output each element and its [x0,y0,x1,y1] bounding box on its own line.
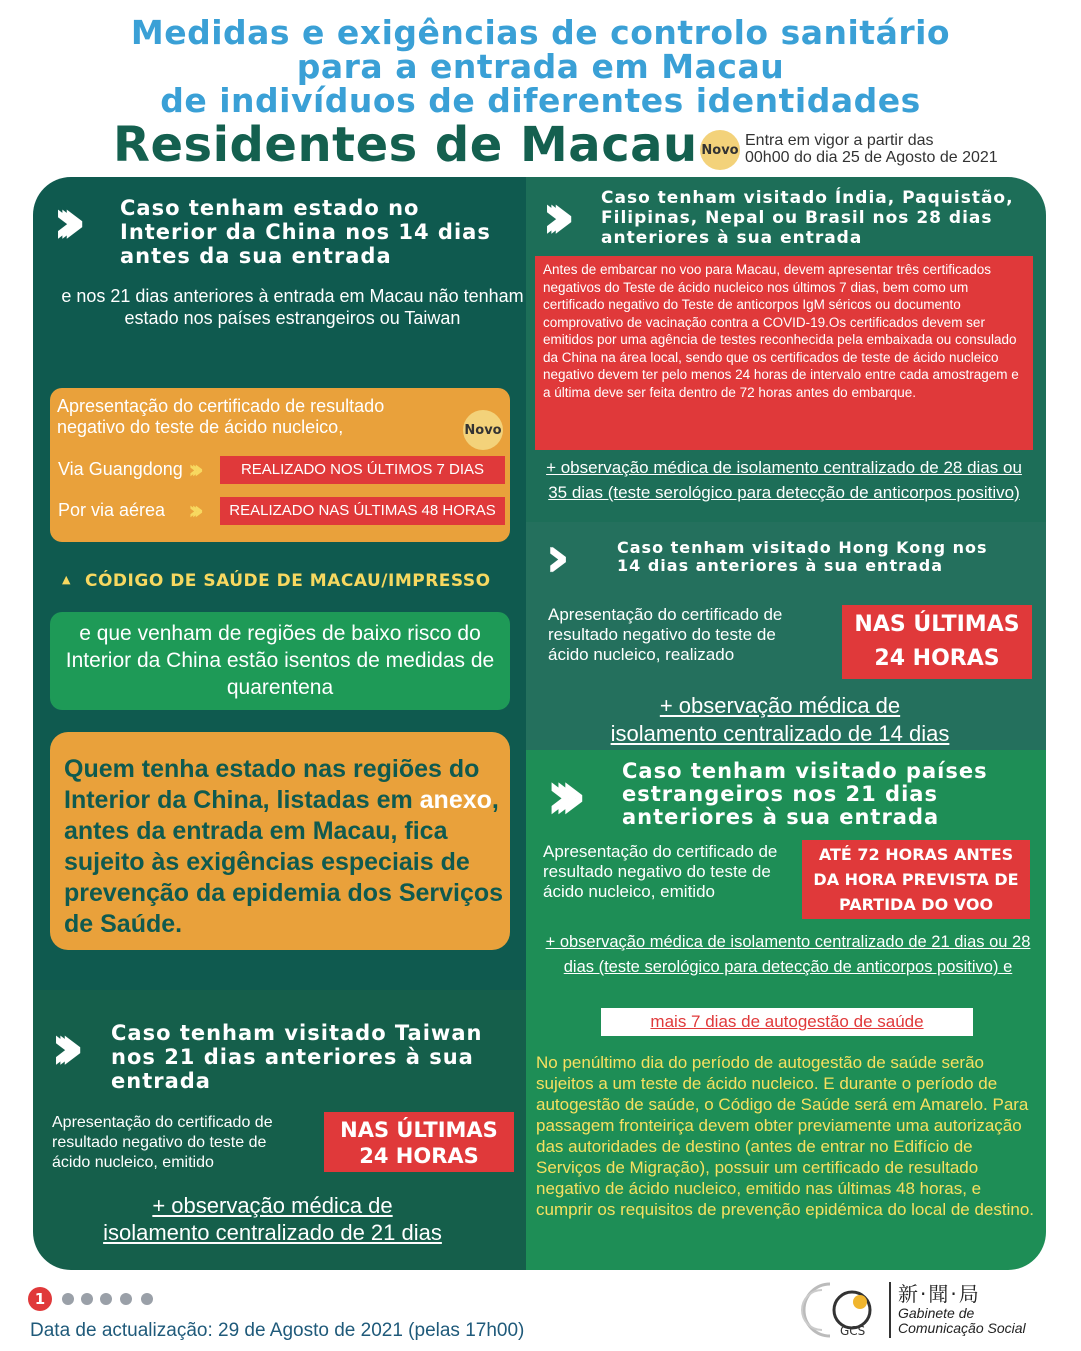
taiwan-observation [40,1192,505,1246]
hongkong-box-line-1: NAS ÚLTIMAS [854,612,1020,637]
org-line-2: Comunicação Social [898,1320,1026,1336]
health-code-label: CÓDIGO DE SAÚDE DE MACAU/IMPRESSO [85,571,491,591]
org-line-1: Gabinete de [898,1305,975,1321]
org-name [898,1306,1026,1336]
india-requirements: Antes de embarcar no voo para Macau, devem apresentar três certificados negativos do Teste de ácido nucleico nos últimos 7 dias, bem como um certificado negativo do Teste de anticorpos IgM séricos ou documento comprovativo de vacinação contra a COVID-19.Os certificados devem ser emitidos por uma agência de testes reconhecida pela embaixada ou consulado da China na área local, sendo que os certificados de teste de ácido nucleico negativo devem ter pelo menos 24 horas de intervalo entre cada amostragem e a última deve ser feita dentro de 72 horas antes do embarque. [535,256,1033,450]
via-guangdong-label: Via Guangdong [58,459,183,479]
taiwan-time-box [324,1112,514,1172]
chevron-icon: ››› [50,1011,64,1085]
novo-badge: Novo [463,410,503,450]
logo-divider [889,1282,891,1338]
taiwan-heading: Caso tenham visitado Taiwan nos 21 dias anteriores à sua entrada [111,1021,483,1093]
china-cert-text: Apresentação do certificado de resultado negativo do teste de ácido nucleico, [57,396,385,437]
svg-text:GCS: GCS [840,1324,866,1338]
chevron-icon: ››› [545,754,566,836]
india-observation: + observação médica de isolamento centralizado de 28 dias ou 35 dias (teste serológico para detecção de anticorpos positivo) [546,458,1022,502]
hongkong-observation [545,692,1015,748]
foreign-time-box: ATÉ 72 HORAS ANTES DA HORA PREVISTA DE PARTIDA DO VOO [802,840,1030,919]
self-management-box: mais 7 dias de autogestão de saúde [601,1008,973,1036]
effective-line-1: Entra em vigor a partir das [745,132,934,149]
hongkong-cert: Apresentação do certificado de resultado negativo do teste de ácido nucleico, realizado [548,605,783,664]
taiwan-obs-line-1: + observação médica de [152,1193,393,1218]
via-aerea-label: Por via aérea [58,500,166,520]
china-heading: Caso tenham estado no Interior da China nos 14 dias antes da sua entrada [120,196,491,268]
chevron-icon: ››› [52,185,66,259]
novo-badge: Novo [700,130,740,170]
gcs-logo-icon [800,1278,890,1340]
chevron-icon: ››› [545,525,549,590]
foreign-cert: Apresentação do certificado de resultado negativo do teste de ácido nucleico, emitido [543,842,778,901]
taiwan-box-line-1: NAS ÚLTIMAS [340,1118,498,1142]
triangle-icon: ▲ [62,573,71,586]
china-subtext: e nos 21 dias anteriores à entrada em Macau não tenham estado nos países estrangeiros ou Taiwan [61,286,524,328]
page-dot[interactable] [81,1293,93,1305]
hongkong-heading: Caso tenham visitado Hong Kong nos 14 dias anteriores à sua entrada [617,538,988,575]
chevron-icon: ››› [541,180,555,254]
page-dot[interactable] [62,1293,74,1305]
hongkong-time-box [842,605,1032,679]
header-line-1: Medidas e exigências de controlo sanitário [130,13,951,52]
update-date: Data de actualização: 29 de Agosto de 2021 (pelas 17h00) [30,1320,525,1341]
special-text-a: Quem tenha estado nas regiões do Interior da China, listadas em [64,755,480,814]
annex-link[interactable]: anexo [419,786,492,814]
via-guangdong-value: REALIZADO NOS ÚLTIMOS 7 DIAS [220,456,505,484]
special-text-b: , antes da entrada em Macau, fica sujeito às exigências especiais de prevenção da epidemia dos Serviços de Saúde. [64,786,504,938]
chevron-icon: ››› [188,455,197,485]
taiwan-box-line-2: 24 HORAS [359,1144,479,1168]
hongkong-box-line-2: 24 HORAS [874,646,1000,671]
header-line-2: para a entrada em Macau [296,47,785,86]
hongkong-obs-line-2: isolamento centralizado de 14 dias [610,721,950,746]
page-dot[interactable] [100,1293,112,1305]
taiwan-cert: Apresentação do certificado de resultado negativo do teste de ácido nucleico, emitido [52,1114,273,1171]
effective-date [745,132,998,166]
header-line-3: de indivíduos de diferentes identidades [160,81,921,120]
foreign-observation: + observação médica de isolamento centralizado de 21 dias ou 28 dias (teste serológico para detecção de anticorpos positivo) e [545,933,1031,976]
hongkong-obs-line-1: + observação médica de [659,693,901,718]
foreign-heading: Caso tenham visitado países estrangeiros nos 21 dias anteriores à sua entrada [622,759,988,829]
via-aerea-value: REALIZADO NAS ÚLTIMAS 48 HORAS [220,497,505,525]
page-dot[interactable] [141,1293,153,1305]
taiwan-obs-line-2: isolamento centralizado de 21 dias [103,1220,442,1245]
org-name-chinese: 新·聞·局 [898,1282,981,1306]
page-title: Residentes de Macau [113,117,698,173]
exempt-text: e que venham de regiões de baixo risco do Interior da China estão isentos de medidas de quarentena [65,622,495,699]
page-dot[interactable] [120,1293,132,1305]
effective-line-2: 00h00 do dia 25 de Agosto de 2021 [745,149,998,166]
page-indicator-active[interactable]: 1 [28,1287,52,1311]
special-text [64,754,504,940]
chevron-icon: ››› [188,496,197,526]
foreign-note: No penúltimo dia do período de autogestão de saúde serão sujeitos a um teste de ácido nucleico. E durante o período de autogestão de saúde, o Código de Saúde será em Amarelo. Para passagem fronteiriça devem obter previamente uma autorização das autoridades de destino (antes de entrar no Edifício de Serviços de Migração), possuir um certificado de resultado negativo de ácido nucleico, emitido nas últimas 48 horas, e cumprir os requisitos de prevenção epidémica do local de destino. [536,1053,1034,1219]
india-heading: Caso tenham visitado Índia, Paquistão, Filipinas, Nepal ou Brasil nos 28 dias anteriores à sua entrada [601,188,1014,248]
